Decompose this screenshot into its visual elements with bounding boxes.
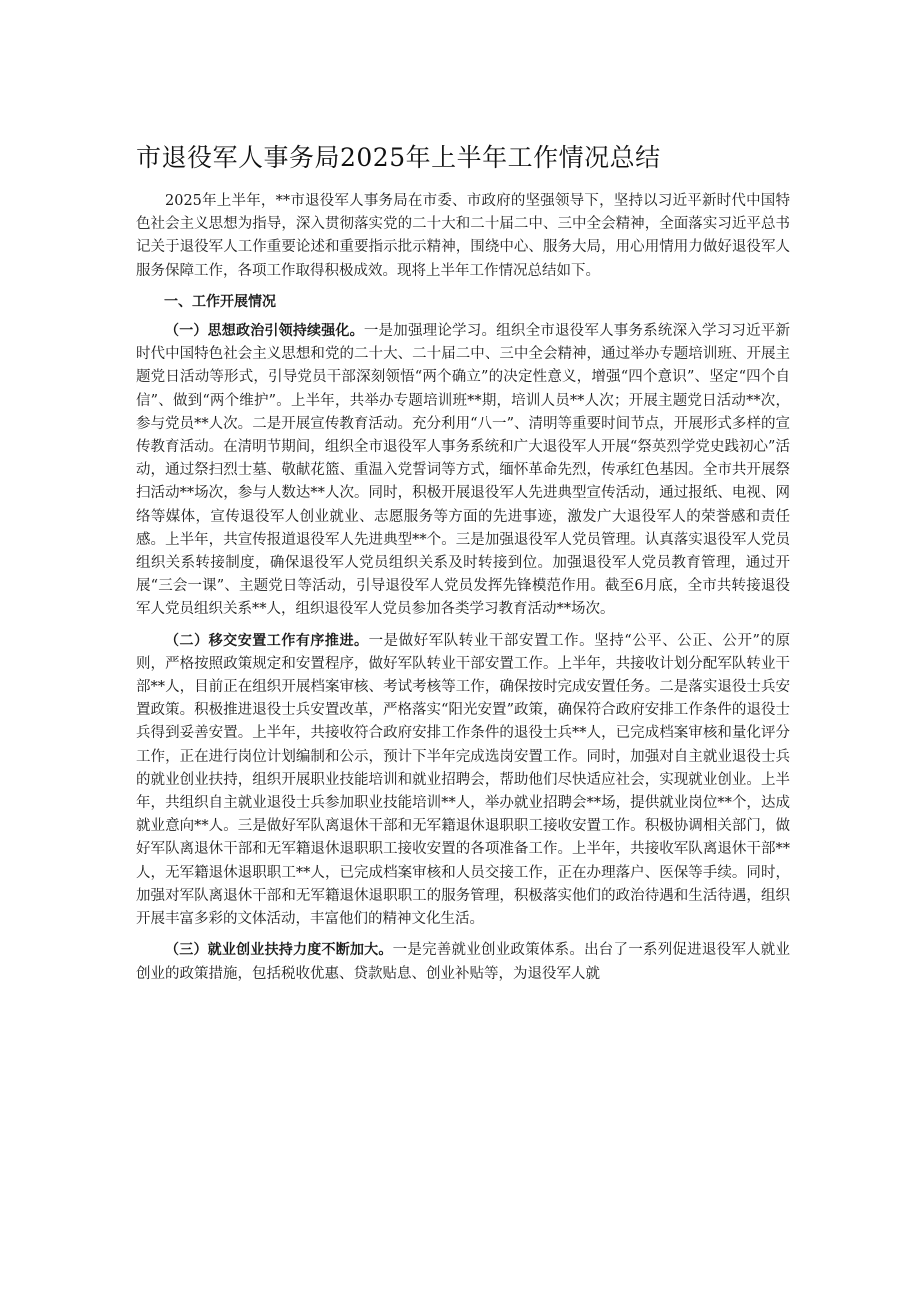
- body-paragraph: [136, 630, 790, 932]
- paragraph-lead: （一）思想政治引领持续强化。: [165, 323, 364, 340]
- body-paragraph: [136, 939, 790, 985]
- section-heading: 一、工作开展情况: [164, 293, 276, 310]
- paragraph-lead: （二）移交安置工作有序推进。: [165, 632, 369, 649]
- paragraph-text: 一是做好军队转业干部安置工作。坚持“公平、公正、公开”的原则，严格按照政策规定和安置程序，做好军队转业干部安置工作。上半年，共接收计划分配军队转业干部**人，目前正在组织开展档案审核、考试考核等工作，确保按时完成安置任务。二是落实退役士兵安置政策。积极推进退役士兵安置改革，严格落实“阳光安置”政策，确保符合政府安排工作条件的退役士兵得到妥善安置。上半年，共接收符合政府安排工作条件的退役士兵**人，已完成档案审核和量化评分工作，正在进行岗位计划编制和公示，预计下半年完成选岗安置工作。同时，加强对自主就业退役士兵的就业创业扶持，组织开展职业技能培训和就业招聘会，帮助他们尽快适应社会，实现就业创业。上半年，共组织自主就业退役士兵参加职业技能培训**人，举办就业招聘会**场，提供就业岗位**个，达成就业意向**人。三是做好军队离退休干部和无军籍退休退职职工接收安置工作。积极协调相关部门，做好军队离退休干部和无军籍退休退职职工接收安置的各项准备工作。上半年，共接收军队离退休干部**人，无军籍退休退职职工**人，已完成档案审核和人员交接工作，正在办理落户、医保等手续。同时，加强对军队离退休干部和无军籍退休退职职工的服务管理，积极落实他们的政治待遇和生活待遇，组织开展丰富多彩的文体活动，丰富他们的精神文化生活。: [136, 632, 791, 928]
- document-title: 市退役军人事务局2025年上半年工作情况总结: [136, 143, 661, 172]
- intro-paragraph: 2025年上半年，**市退役军人事务局在市委、市政府的坚强领导下，坚持以习近平新时代中国特色社会主义思想为指导，深入贯彻落实党的二十大和二十届二中、三中全会精神，全面落实习近平总书记关于退役军人工作重要论述和重要指示批示精神，围绕中心、服务大局，用心用情用力做好退役军人服务保障工作，各项工作取得积极成效。现将上半年工作情况总结如下。: [136, 193, 790, 279]
- paragraph-text: 一是完善就业创业政策体系。出台了一系列促进退役军人就业创业的政策措施，包括税收优惠、贷款贴息、创业补贴等，为退役军人就: [136, 942, 791, 982]
- body-paragraph: [136, 320, 790, 622]
- paragraph-lead: （三）就业创业扶持力度不断加大。: [165, 942, 393, 959]
- paragraph-text: 一是加强理论学习。组织全市退役军人事务系统深入学习习近平新时代中国特色社会主义思想和党的二十大、二十届二中、三中全会精神，通过举办专题培训班、开展主题党日活动等形式，引导党员干部深刻领悟“两个确立”的决定性意义，增强“四个意识”、坚定“四个自信”、做到“两个维护”。上半年，共举办专题培训班**期，培训人员**人次；开展主题党日活动**次，参与党员**人次。二是开展宣传教育活动。充分利用“八一”、清明等重要时间节点，开展形式多样的宣传教育活动。在清明节期间，组织全市退役军人事务系统和广大退役军人开展“祭英烈学党史践初心”活动，通过祭扫烈士墓、敬献花篮、重温入党誓词等方式，缅怀革命先烈，传承红色基因。全市共开展祭扫活动**场次，参与人数达**人次。同时，积极开展退役军人先进典型宣传活动，通过报纸、电视、网络等媒体，宣传退役军人创业就业、志愿服务等方面的先进事迹，激发广大退役军人的荣誉感和责任感。上半年，共宣传报道退役军人先进典型**个。三是加强退役军人党员管理。认真落实退役军人党员组织关系转接制度，确保退役军人党员组织关系及时转接到位。加强退役军人党员教育管理，通过开展“三会一课”、主题党日等活动，引导退役军人党员发挥先锋模范作用。截至6月底，全市共转接退役军人党员组织关系**人，组织退役军人党员参加各类学习教育活动**场次。: [136, 323, 791, 618]
- document-body: [136, 140, 790, 994]
